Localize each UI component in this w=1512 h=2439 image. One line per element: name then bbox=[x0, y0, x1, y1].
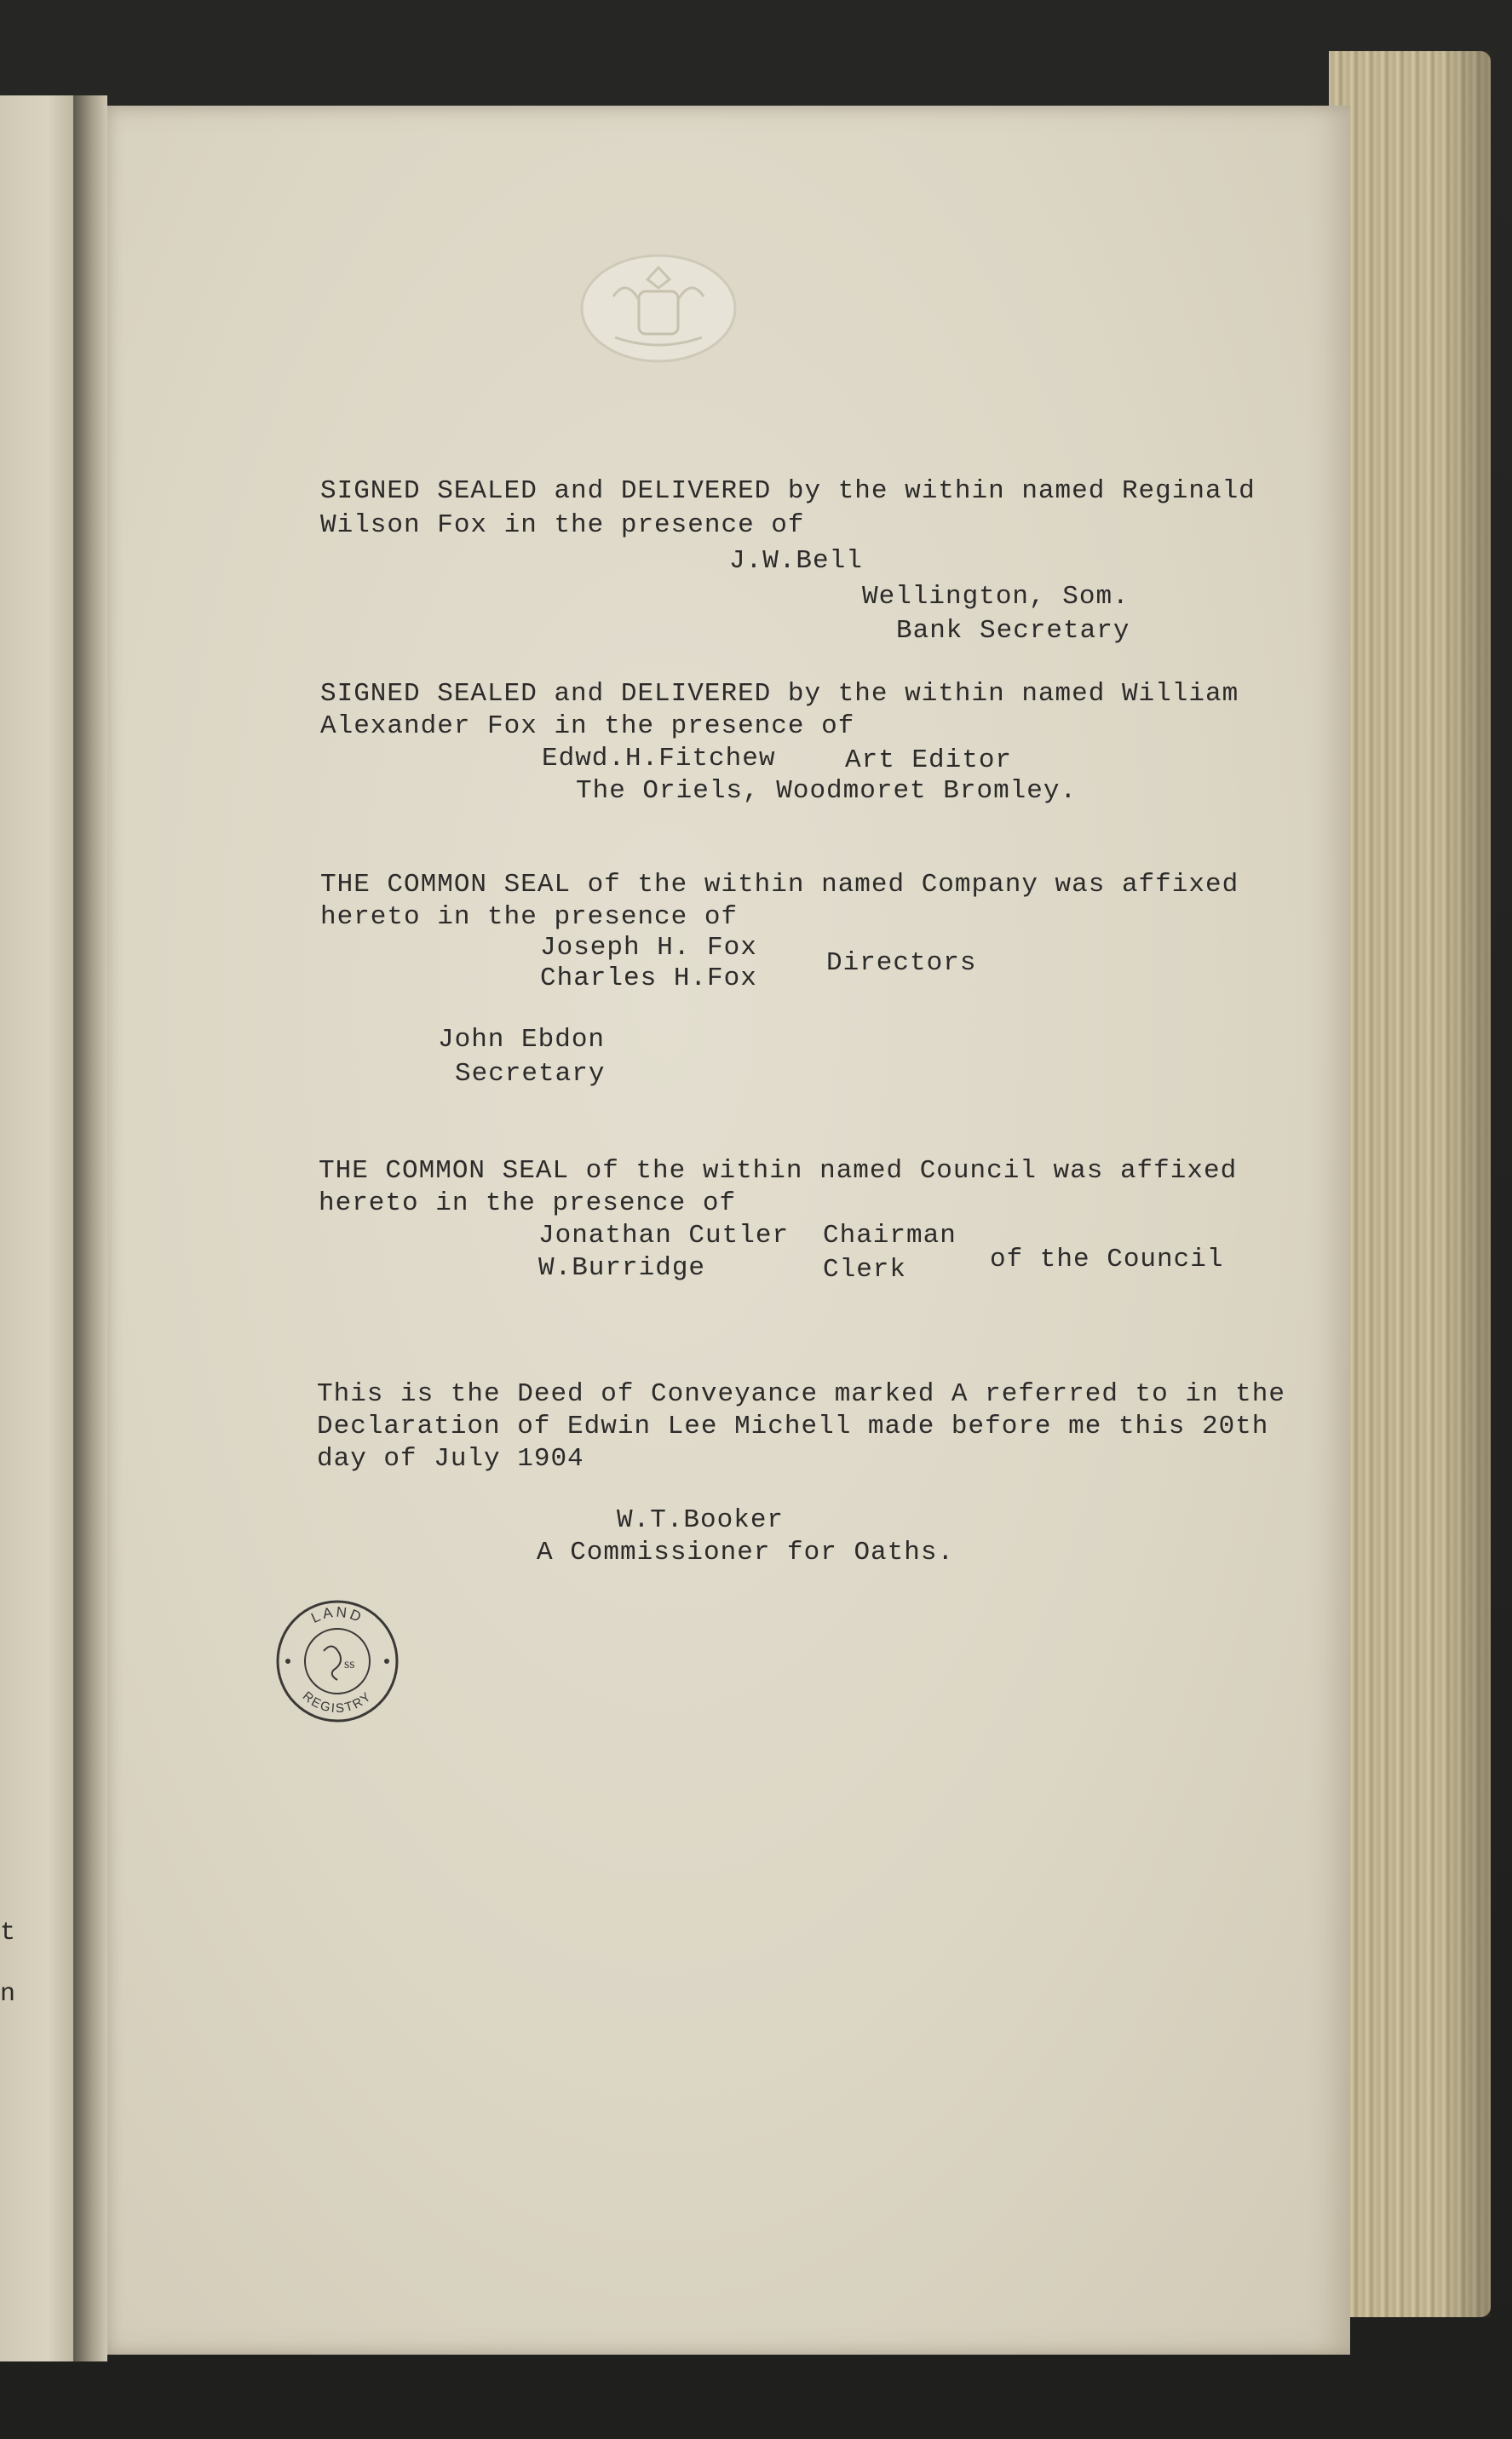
block4-role-1: Chairman bbox=[823, 1221, 957, 1251]
stamp-top-text: LAND bbox=[308, 1603, 366, 1627]
commissioner-name: W.T.Booker bbox=[617, 1505, 785, 1535]
svg-text:LAND bbox=[308, 1604, 365, 1626]
land-registry-stamp-icon bbox=[274, 1598, 400, 1724]
block3-secretary-label: Secretary bbox=[455, 1059, 606, 1089]
block3-directors-label: Directors bbox=[826, 948, 977, 978]
commissioner-title: A Commissioner for Oaths. bbox=[537, 1538, 955, 1568]
block4-name-2: W.Burridge bbox=[538, 1253, 706, 1283]
page-gutter bbox=[73, 95, 107, 2361]
block5-line2: Declaration of Edwin Lee Michell made before me this 20th bbox=[317, 1412, 1269, 1441]
block2-witness-address: The Oriels, Woodmoret Bromley. bbox=[576, 776, 1078, 806]
block2-witness-name: Edwd.H.Fitchew bbox=[542, 744, 776, 774]
block1-line2: Wilson Fox in the presence of bbox=[320, 510, 805, 540]
block3-line2: hereto in the presence of bbox=[320, 902, 739, 932]
block3-line1: THE COMMON SEAL of the within named Company was affixed bbox=[320, 870, 1239, 900]
block2-witness-role: Art Editor bbox=[845, 745, 1013, 775]
block4-council-label: of the Council bbox=[990, 1245, 1224, 1274]
block1-witness-role: Bank Secretary bbox=[896, 616, 1130, 646]
block5-line3: day of July 1904 bbox=[317, 1444, 584, 1474]
stamp-bottom-text: REGISTRY bbox=[299, 1688, 376, 1717]
page-edges bbox=[1329, 51, 1491, 2317]
block3-director-2: Charles H.Fox bbox=[540, 964, 757, 993]
block1-witness-place: Wellington, Som. bbox=[862, 582, 1130, 612]
block4-role-2: Clerk bbox=[823, 1255, 907, 1285]
embossed-crest-icon bbox=[579, 252, 738, 365]
stamp-center-text: ss bbox=[344, 1657, 355, 1671]
block4-line1: THE COMMON SEAL of the within named Council was affixed bbox=[319, 1156, 1238, 1186]
block3-director-1: Joseph H. Fox bbox=[540, 933, 757, 963]
left-page bbox=[0, 95, 81, 2361]
left-page-fragment-1: t bbox=[0, 1918, 16, 1947]
block5-line1: This is the Deed of Conveyance marked A referred to in the bbox=[317, 1379, 1285, 1409]
block3-secretary-name: John Ebdon bbox=[438, 1025, 606, 1055]
block2-line2: Alexander Fox in the presence of bbox=[320, 711, 855, 741]
block1-witness-name: J.W.Bell bbox=[729, 546, 863, 576]
block4-name-1: Jonathan Cutler bbox=[538, 1221, 790, 1251]
left-page-fragment-2: n bbox=[0, 1980, 16, 2009]
block4-line2: hereto in the presence of bbox=[319, 1188, 737, 1218]
block2-line1: SIGNED SEALED and DELIVERED by the within named William bbox=[320, 679, 1239, 709]
block1-line1: SIGNED SEALED and DELIVERED by the within named Reginald bbox=[320, 476, 1256, 506]
